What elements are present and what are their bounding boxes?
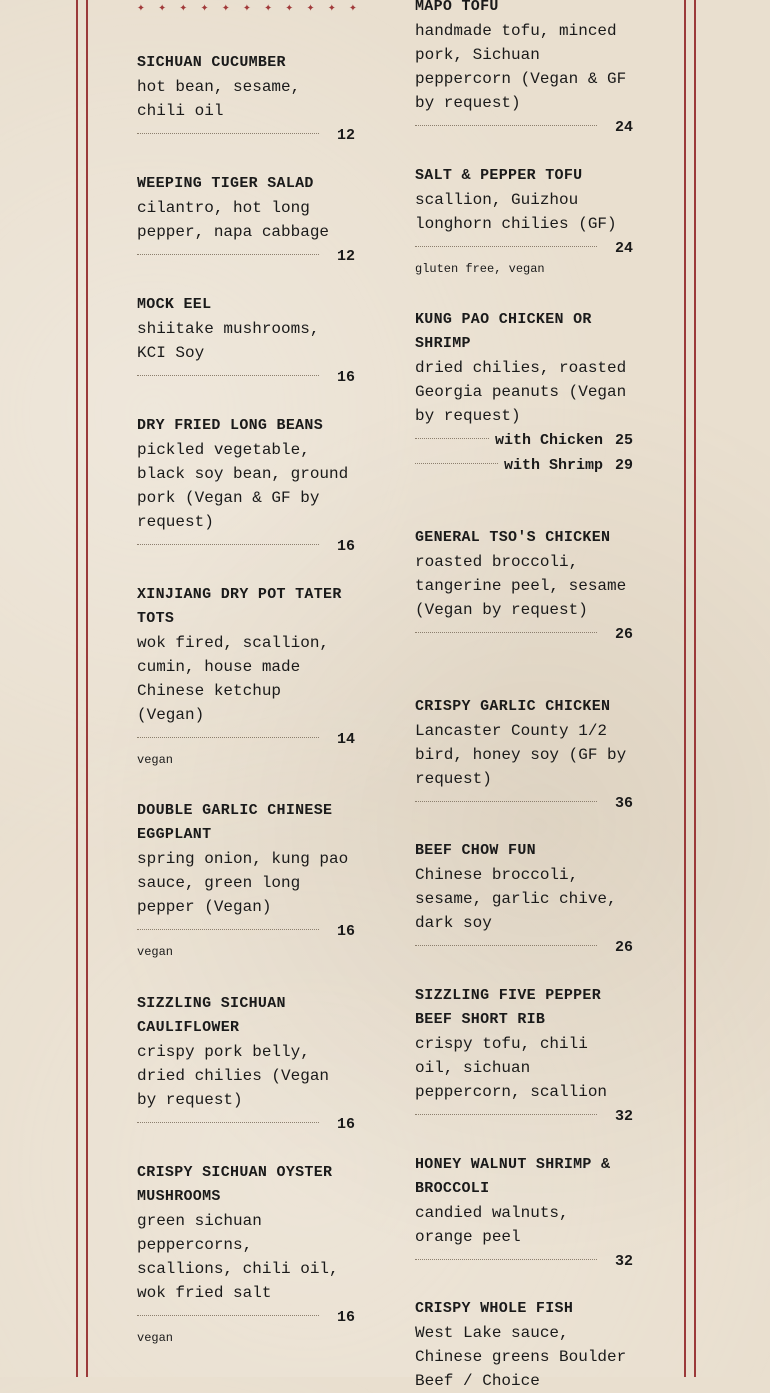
dot-leader	[415, 438, 489, 439]
dot-leader	[415, 945, 597, 946]
menu-item	[415, 308, 633, 478]
price-row	[137, 919, 355, 944]
item-price: 36	[614, 795, 633, 812]
ornament-star-icon: ✦	[221, 0, 230, 15]
dot-leader	[137, 1315, 319, 1316]
dot-leader	[415, 125, 597, 126]
price-variant-label: with Chicken	[494, 432, 603, 449]
item-price: 32	[614, 1253, 633, 1270]
menu-item	[137, 1161, 355, 1346]
price-row	[137, 534, 355, 559]
item-description: dried chilies, roasted Georgia peanuts (Vegan by request)	[415, 359, 627, 425]
menu-item	[415, 526, 633, 647]
dot-leader	[137, 254, 319, 255]
ornament-star-icon: ✦	[137, 0, 145, 15]
dot-leader	[415, 801, 597, 802]
price-row	[137, 1112, 355, 1137]
item-price: 32	[614, 1108, 633, 1125]
item-price: 12	[336, 127, 355, 144]
menu-item	[137, 293, 355, 390]
dot-leader	[415, 246, 597, 247]
ornament-star-icon: ✦	[243, 0, 251, 15]
item-name: SICHUAN CUCUMBER	[137, 54, 286, 71]
ornament-star-icon: ✦	[327, 0, 336, 15]
decorative-ornament-row	[137, 1, 357, 15]
price-row	[137, 1305, 355, 1330]
item-description: pickled vegetable, black soy bean, ground pork (Vegan & GF by request)	[137, 441, 349, 531]
item-price: 26	[614, 626, 633, 643]
item-description: crispy pork belly, dried chilies (Vegan by request)	[137, 1043, 330, 1109]
item-description: West Lake sauce, Chinese greens Boulder Beef / Choice	[415, 1324, 627, 1390]
dot-leader	[415, 632, 597, 633]
menu-item	[137, 51, 355, 148]
price-variant-label: with Shrimp	[503, 457, 603, 474]
dot-leader	[137, 929, 319, 930]
price-row	[415, 453, 633, 478]
menu-item	[137, 414, 355, 559]
price-row	[415, 791, 633, 816]
item-price: 24	[614, 119, 633, 136]
dot-leader	[415, 1114, 597, 1115]
dietary-tag: vegan	[137, 1331, 174, 1345]
menu-item	[415, 984, 633, 1129]
dot-leader	[415, 463, 498, 464]
ornament-star-icon: ✦	[285, 0, 294, 15]
dietary-tag: vegan	[137, 945, 174, 959]
dot-leader	[137, 737, 319, 738]
item-name: CRISPY SICHUAN OYSTER MUSHROOMS	[137, 1164, 333, 1205]
item-description: Chinese broccoli, sesame, garlic chive, dark soy	[415, 866, 617, 932]
item-name: HONEY WALNUT SHRIMP & BROCCOLI	[415, 1156, 611, 1197]
ornament-star-icon: ✦	[264, 0, 273, 15]
item-description: crispy tofu, chili oil, sichuan peppercorn, scallion	[415, 1035, 608, 1101]
item-name: SALT & PEPPER TOFU	[415, 167, 583, 184]
item-price: 16	[336, 1116, 355, 1133]
dot-leader	[137, 375, 319, 376]
item-name: BEEF CHOW FUN	[415, 842, 536, 859]
item-description: handmade tofu, minced pork, Sichuan peppercorn (Vegan & GF by request)	[415, 22, 627, 112]
item-price: 29	[614, 457, 633, 474]
right-border	[684, 0, 696, 1377]
price-row	[415, 236, 633, 261]
left-border	[76, 0, 88, 1377]
item-name: CRISPY GARLIC CHICKEN	[415, 698, 611, 715]
item-price: 24	[614, 240, 633, 257]
item-description: scallion, Guizhou longhorn chilies (GF)	[415, 191, 617, 233]
item-description: Lancaster County 1/2 bird, honey soy (GF by request)	[415, 722, 627, 788]
dot-leader	[415, 1259, 597, 1260]
item-name: XINJIANG DRY POT TATER TOTS	[137, 586, 342, 627]
item-description: roasted broccoli, tangerine peel, sesame (Vegan by request)	[415, 553, 627, 619]
price-row	[415, 115, 633, 140]
item-price: 14	[336, 731, 355, 748]
menu-item	[137, 172, 355, 269]
ornament-star-icon: ✦	[158, 0, 167, 15]
item-name: DOUBLE GARLIC CHINESE EGGPLANT	[137, 802, 333, 843]
item-description: spring onion, kung pao sauce, green long pepper (Vegan)	[137, 850, 349, 916]
item-description: wok fired, scallion, cumin, house made Chinese ketchup (Vegan)	[137, 634, 330, 724]
price-row	[137, 727, 355, 752]
menu-item	[137, 583, 355, 768]
price-row	[415, 428, 633, 453]
item-name: SIZZLING SICHUAN CAULIFLOWER	[137, 995, 286, 1036]
item-name: SIZZLING FIVE PEPPER BEEF SHORT RIB	[415, 987, 602, 1028]
price-row	[415, 935, 633, 960]
menu-item	[415, 0, 633, 140]
dot-leader	[137, 133, 319, 134]
item-name: MAPO TOFU	[415, 0, 499, 15]
menu-item	[415, 695, 633, 816]
item-name: GENERAL TSO'S CHICKEN	[415, 529, 611, 546]
item-price: 16	[336, 1309, 355, 1326]
dietary-tag: vegan	[137, 753, 174, 767]
price-row	[415, 1104, 633, 1129]
item-name: MOCK EEL	[137, 296, 212, 313]
item-price: 26	[614, 939, 633, 956]
ornament-star-icon: ✦	[200, 0, 209, 15]
item-name: CRISPY WHOLE FISH	[415, 1300, 574, 1317]
price-row	[415, 1249, 633, 1274]
dot-leader	[137, 544, 319, 545]
ornament-star-icon: ✦	[349, 0, 357, 15]
item-name: DRY FRIED LONG BEANS	[137, 417, 324, 434]
item-name: KUNG PAO CHICKEN OR SHRIMP	[415, 311, 592, 352]
menu-item	[415, 1297, 633, 1393]
item-description: cilantro, hot long pepper, napa cabbage	[137, 199, 330, 241]
price-row	[415, 622, 633, 647]
menu-item	[137, 992, 355, 1137]
dietary-tag: gluten free, vegan	[415, 262, 545, 276]
item-price: 16	[336, 369, 355, 386]
item-price: 16	[336, 923, 355, 940]
item-description: candied walnuts, orange peel	[415, 1204, 569, 1246]
item-description: green sichuan peppercorns, scallions, chili oil, wok fried salt	[137, 1212, 339, 1302]
menu-item	[137, 799, 355, 960]
item-description: shiitake mushrooms, KCI Soy	[137, 320, 320, 362]
ornament-star-icon: ✦	[179, 0, 188, 15]
ornament-star-icon: ✦	[306, 0, 315, 15]
menu-item	[415, 1153, 633, 1274]
price-row	[137, 244, 355, 269]
price-row	[137, 365, 355, 390]
item-price: 25	[614, 432, 633, 449]
menu-item	[415, 164, 633, 277]
menu-item	[415, 839, 633, 960]
price-row	[137, 123, 355, 148]
item-price: 16	[336, 538, 355, 555]
item-name: WEEPING TIGER SALAD	[137, 175, 314, 192]
item-description: hot bean, sesame, chili oil	[137, 78, 301, 120]
item-price: 12	[336, 248, 355, 265]
dot-leader	[137, 1122, 319, 1123]
